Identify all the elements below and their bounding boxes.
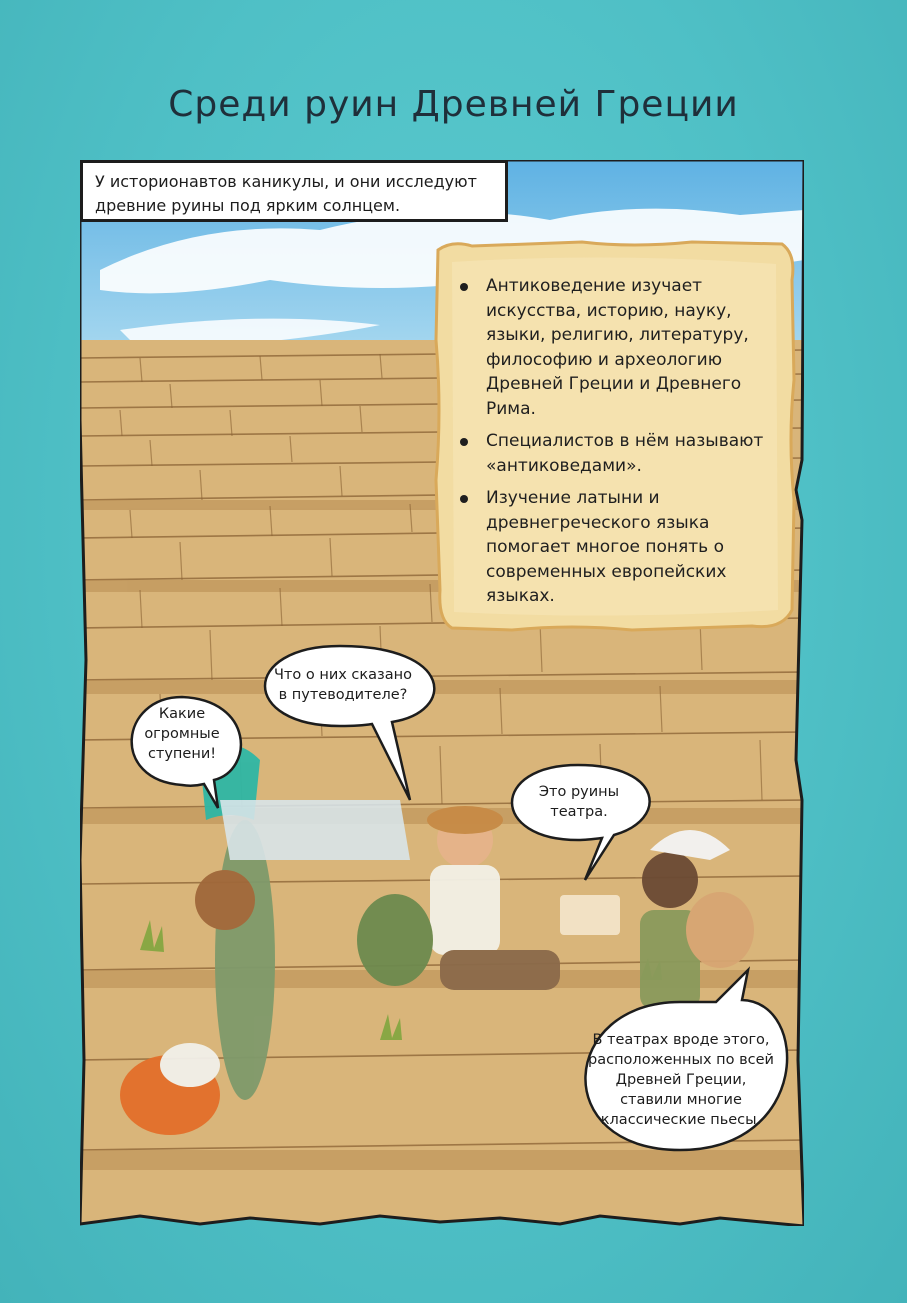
speech-plays: В театрах вроде этого, расположенных по всей Древней Греции, ставили многие классические пьесы. xyxy=(588,1032,774,1128)
info-item: Специалистов в нём называют «антиковедами». xyxy=(454,429,794,478)
speech-steps: Какие огромные ступени! xyxy=(144,706,220,762)
info-item: Изучение латыни и древнегреческого языка помогает многое понять о современных европейских языках. xyxy=(454,486,794,609)
narration-caption: У историонавтов каникулы, и они исследуют древние руины под ярким солнцем. xyxy=(80,160,508,222)
page-title: Среди руин Древней Греции xyxy=(168,84,739,125)
speech-theatre: Это руины театра. xyxy=(538,784,620,820)
speech-guidebook: Что о них сказано в путеводителе? xyxy=(273,667,412,703)
info-item: Антиковедение изучает искусства, историю, науку, языки, религию, литературу, философию и археологию Древней Греции и Древнего Рима. xyxy=(454,274,794,421)
